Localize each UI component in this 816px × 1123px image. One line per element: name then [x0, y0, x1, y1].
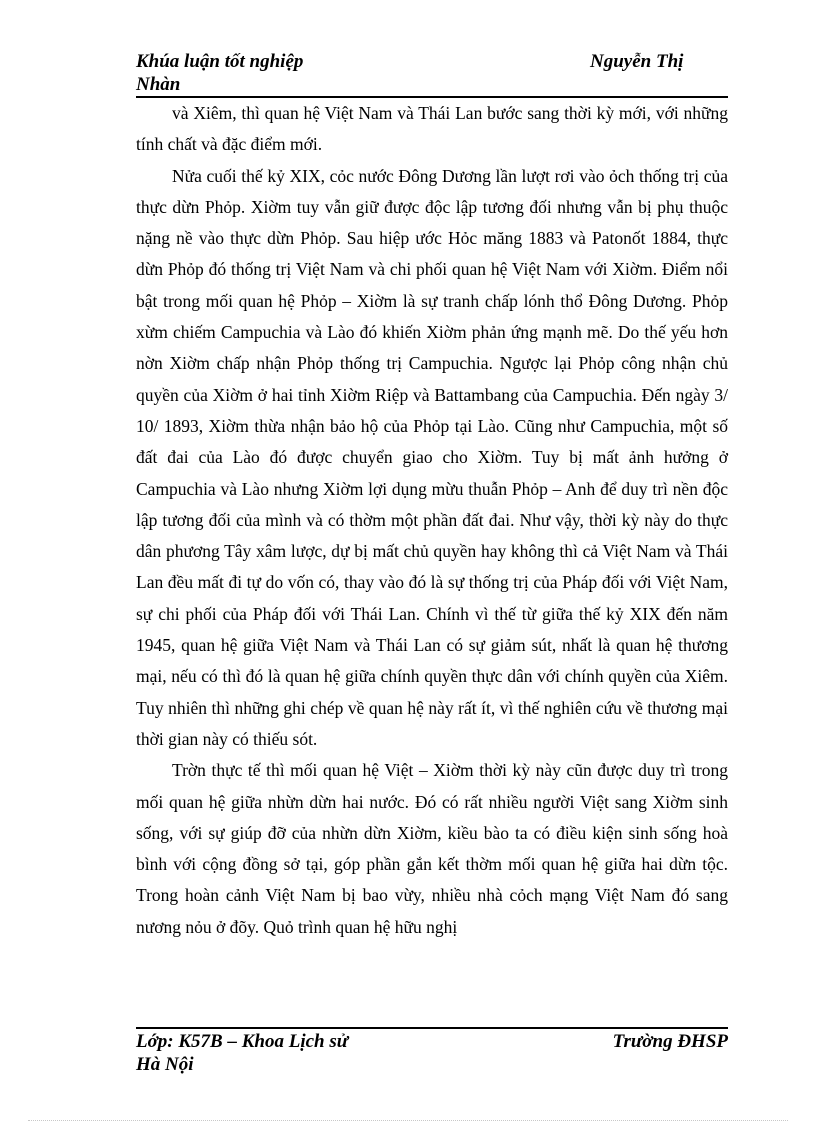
- page-footer: [136, 1030, 728, 1078]
- header-author-name: Nguyễn Thị: [590, 51, 684, 72]
- page-bottom-edge: [28, 1120, 788, 1121]
- header-thesis-title: Khúa luận tốt nghiệp: [136, 51, 304, 72]
- paragraph-colonial-period: Nửa cuối thế kỷ XIX, cỏc nước Đông Dương lần lượt rơi vào ỏch thống trị của thực dừn Phỏp. Xiờm tuy vẫn giữ được độc lập tương đối nhưng vẫn bị phụ thuộc nặng nề vào thực dừn Phỏp. Sau hiệp ước Hỏc măng 1883 và Patonốt 1884, thực dừn Phỏp đó thống trị Việt Nam và chi phối quan hệ Việt Nam với Xiờm. Điểm nổi bật trong mối quan hệ Phỏp – Xiờm là sự tranh chấp lónh thổ Đông Dương. Phỏp xừm chiếm Campuchia và Lào đó khiến Xiờm phản ứng mạnh mẽ. Do thế yếu hơn nờn Xiờm chấp nhận Phỏp thống trị Campuchia. Ngược lại Phỏp công nhận chủ quyền của Xiờm ở hai tỉnh Xiờm Riệp và Battambang của Campuchia. Đến ngày 3/ 10/ 1893, Xiờm thừa nhận bảo hộ của Phỏp tại Lào. Cũng như Campuchia, một số đất đai của Lào đó được chuyển giao cho Xiờm. Tuy bị mất ảnh hưởng ở Campuchia và Lào nhưng Xiờm lợi dụng mừu thuẫn Phỏp – Anh để duy trì nền độc lập tương đối của mình và có thờm một phần đất đai. Như vậy, thời kỳ này do thực dân phương Tây xâm lược, dự bị mất chủ quyền hay không thì cả Việt Nam và Thái Lan đều mất đi tự do vốn có, thay vào đó là sự thống trị của Pháp đối với Việt Nam, sự chi phối của Pháp đối với Thái Lan. Chính vì thế từ giữa thế kỷ XIX đến năm 1945, quan hệ giữa Việt Nam và Thái Lan có sự giảm sút, nhất là quan hệ thương mại, nếu có thì đó là quan hệ giữa chính quyền thực dân với chính quyền của Xiêm. Tuy nhiên thì những ghi chép về quan hệ này rất ít, vì thế nghiên cứu về thương mại thời gian này có thiếu sót.: [136, 165, 728, 749]
- footer-city: Hà Nội: [136, 1054, 194, 1075]
- paragraph-continuation: và Xiêm, thì quan hệ Việt Nam và Thái Lan bước sang thời kỳ mới, với những tính chất và đặc điểm mới.: [136, 103, 728, 155]
- header-author-name-cont: Nhàn: [136, 74, 181, 95]
- document-body: [136, 98, 728, 943]
- footer-rule: [136, 1027, 728, 1029]
- footer-class-info: Lớp: K57B – Khoa Lịch sử: [136, 1031, 349, 1052]
- page-header: [136, 50, 728, 98]
- footer-university: Trường ĐHSP: [612, 1031, 728, 1052]
- paragraph-people-relations: Trờn thực tế thì mối quan hệ Việt – Xiờm thời kỳ này cũn được duy trì trong mối quan hệ giữa nhừn dừn hai nước. Đó có rất nhiều người Việt sang Xiờm sinh sống, với sự giúp đỡ của nhừn dừn Xiờm, kiều bào ta có điều kiện sinh sống hoà bình với cộng đồng sở tại, góp phần gắn kết thờm mối quan hệ giữa hai dừn tộc. Trong hoàn cảnh Việt Nam bị bao vừy, nhiều nhà cỏch mạng Việt Nam đó sang nương nỏu ở đõy. Quỏ trình quan hệ hữu nghị: [136, 760, 728, 937]
